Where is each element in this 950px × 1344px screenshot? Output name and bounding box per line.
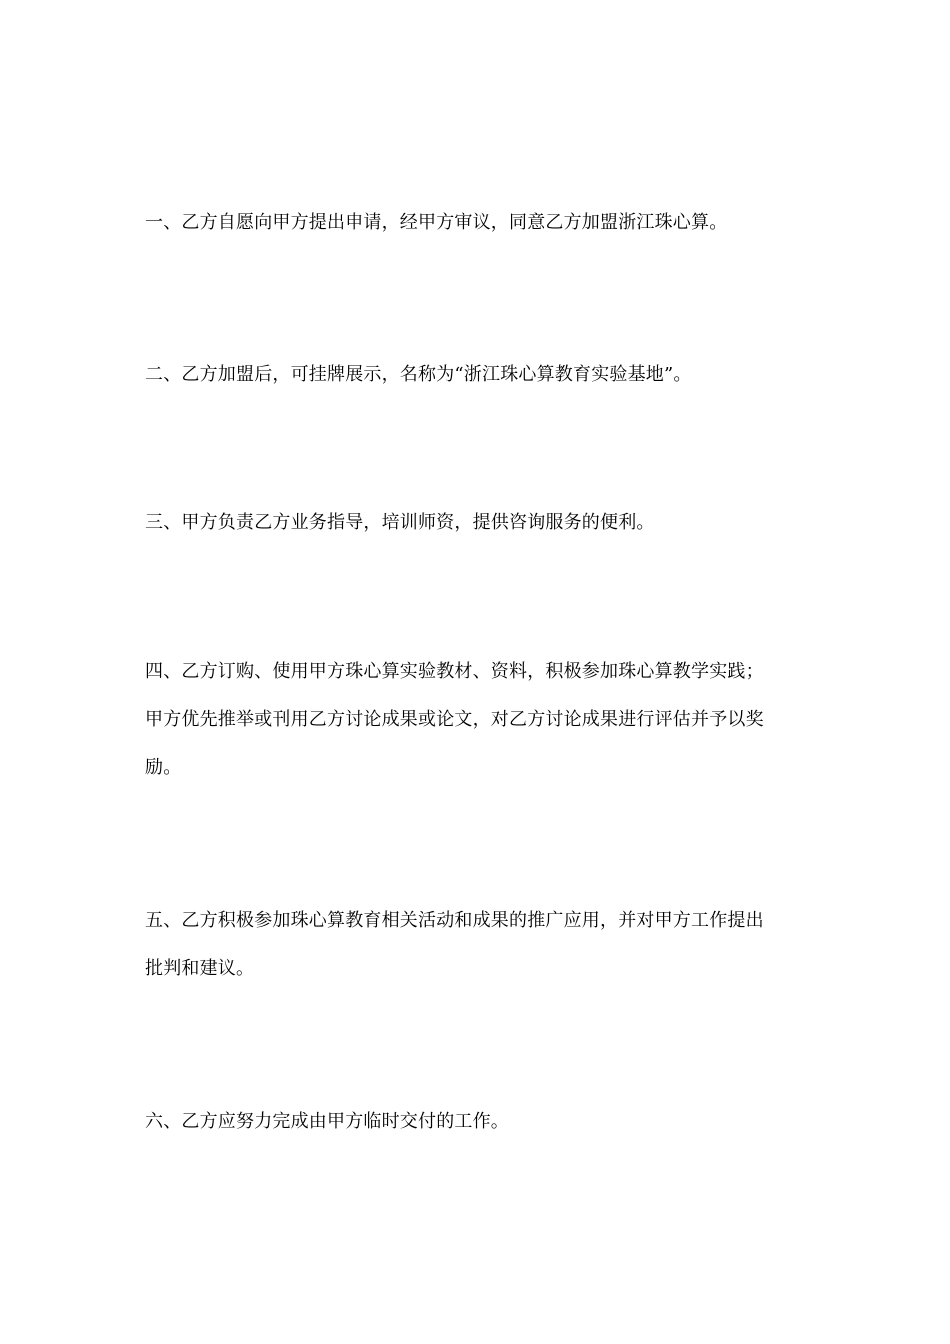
clause-1: [145, 199, 810, 247]
clause-5: [145, 897, 810, 993]
clause-3-line-1: 三、甲方负责乙方业务指导，培训师资，提供咨询服务的便利。: [145, 512, 655, 533]
clause-3: [145, 499, 810, 547]
clause-2: [145, 351, 810, 399]
clause-2-line-1: 二、乙方加盟后，可挂牌展示，名称为“浙江珠心算教育实验基地”。: [145, 364, 692, 385]
clause-5-line-1: 五、乙方积极参加珠心算教育相关活动和成果的推广应用，并对甲方工作提出: [145, 910, 764, 931]
clause-6: [145, 1098, 810, 1146]
clause-5-line-2: 批判和建议。: [145, 958, 255, 979]
clause-4-line-3: 励。: [145, 757, 182, 778]
clause-4-line-1: 四、乙方订购、使用甲方珠心算实验教材、资料，积极参加珠心算教学实践；: [145, 661, 764, 682]
clause-4-line-2: 甲方优先推举或刊用乙方讨论成果或论文，对乙方讨论成果进行评估并予以奖: [145, 709, 764, 730]
clause-1-line-1: 一、乙方自愿向甲方提出申请，经甲方审议，同意乙方加盟浙江珠心算。: [145, 212, 728, 233]
clause-6-line-1: 六、乙方应努力完成由甲方临时交付的工作。: [145, 1111, 509, 1132]
clause-4: [145, 648, 810, 792]
